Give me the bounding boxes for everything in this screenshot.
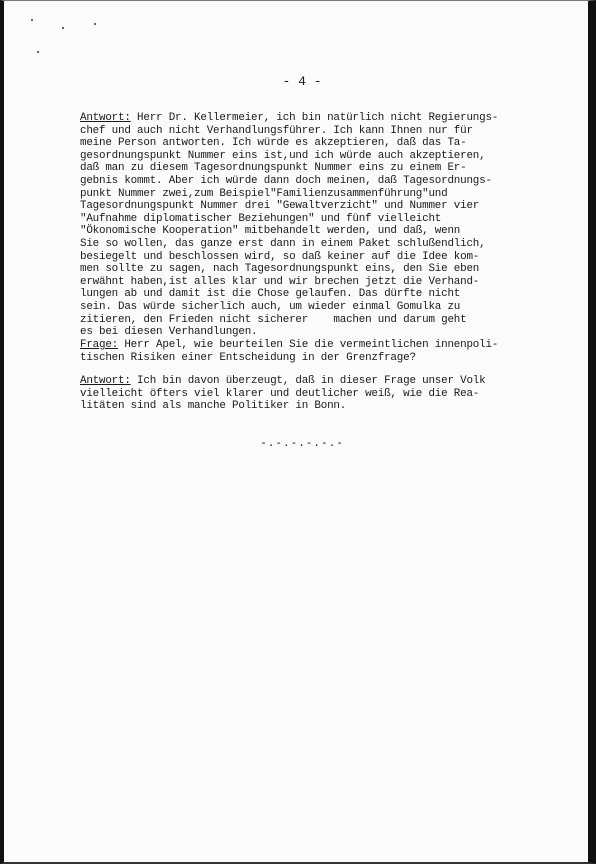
question-block-1 xyxy=(80,339,564,364)
answer-first-line xyxy=(80,112,564,125)
answer-lines xyxy=(80,388,564,413)
text-line: Sie so wollen, das ganze erst dann in einem Paket schlußendlich, xyxy=(80,237,486,250)
scan-speck xyxy=(37,51,39,53)
answer-text: Herr Dr. Kellermeier, ich bin natürlich nicht Regierungs- xyxy=(130,112,499,124)
end-mark: -.-.-.-.-.- xyxy=(260,438,344,450)
text-line: chef und auch nicht Verhandlungsführer. Ich kann Ihnen nur für xyxy=(80,124,473,137)
page-number: - 4 - xyxy=(282,74,322,89)
text-line: lungen ab und damit ist die Chose gelaufen. Das dürfte nicht xyxy=(80,288,461,301)
text-line: tischen Risiken einer Entscheidung in der Grenzfrage? xyxy=(80,351,416,364)
text-line: sein. Das würde sicherlich auch, um wieder einmal Gomulka zu xyxy=(80,300,461,313)
answer-lines xyxy=(80,125,564,339)
text-line: gebnis kommt. Aber ich würde dann doch meinen, daß Tagesordnungs- xyxy=(80,174,492,187)
scan-speck xyxy=(62,27,64,29)
text-line: daß man zu diesem Tagesordnungspunkt Nummer eins zu einem Er- xyxy=(80,162,467,175)
text-line: besiegelt und beschlossen wird, so daß keiner auf die Idee kom- xyxy=(80,250,480,263)
text-line: zitieren, den Frieden nicht sicherer machen und darum geht xyxy=(80,313,467,326)
text-line: gesordnungspunkt Nummer eins ist,und ich würde auch akzeptieren, xyxy=(80,149,486,162)
scan-speck xyxy=(94,23,96,25)
question-label: Frage: xyxy=(80,339,119,351)
answer-first-line xyxy=(80,375,564,388)
scan-speck xyxy=(31,19,33,21)
text-line: "Aufnahme diplomatischer Beziehungen" und fünf vielleicht xyxy=(80,212,442,225)
text-line: meine Person antworten. Ich würde es akzeptieren, daß das Ta- xyxy=(80,137,467,150)
question-text: Herr Apel, wie beurteilen Sie die vermeintlichen innenpoli- xyxy=(118,339,499,351)
answer-block-1 xyxy=(80,112,564,339)
text-line: litäten sind als manche Politiker in Bonn. xyxy=(80,400,347,413)
text-line: "Ökonomische Kooperation" mitbehandelt werden, und daß, wenn xyxy=(80,225,461,238)
answer-label: Antwort: xyxy=(80,112,131,124)
answer-label: Antwort: xyxy=(80,375,131,387)
question-first-line xyxy=(80,339,564,352)
text-line: vielleicht öfters viel klarer und deutlicher weiß, wie die Rea- xyxy=(80,387,480,400)
answer-block-2 xyxy=(80,375,564,413)
text-line: erwähnt haben,ist alles klar und wir brechen jetzt die Verhand- xyxy=(80,275,480,288)
text-line: es bei diesen Verhandlungen. xyxy=(80,326,258,339)
text-line: men sollte zu sagen, nach Tagesordnungspunkt eins, den Sie eben xyxy=(80,263,480,276)
answer-text: Ich bin davon überzeugt, daß in dieser Frage unser Volk xyxy=(130,375,486,387)
text-line: Tagesordnungspunkt Nummer drei "Gewaltverzicht" und Nummer vier xyxy=(80,200,480,213)
question-lines xyxy=(80,352,564,365)
text-line: punkt Nummer zwei,zum Beispiel"Familienzusammenführung"und xyxy=(80,187,448,200)
